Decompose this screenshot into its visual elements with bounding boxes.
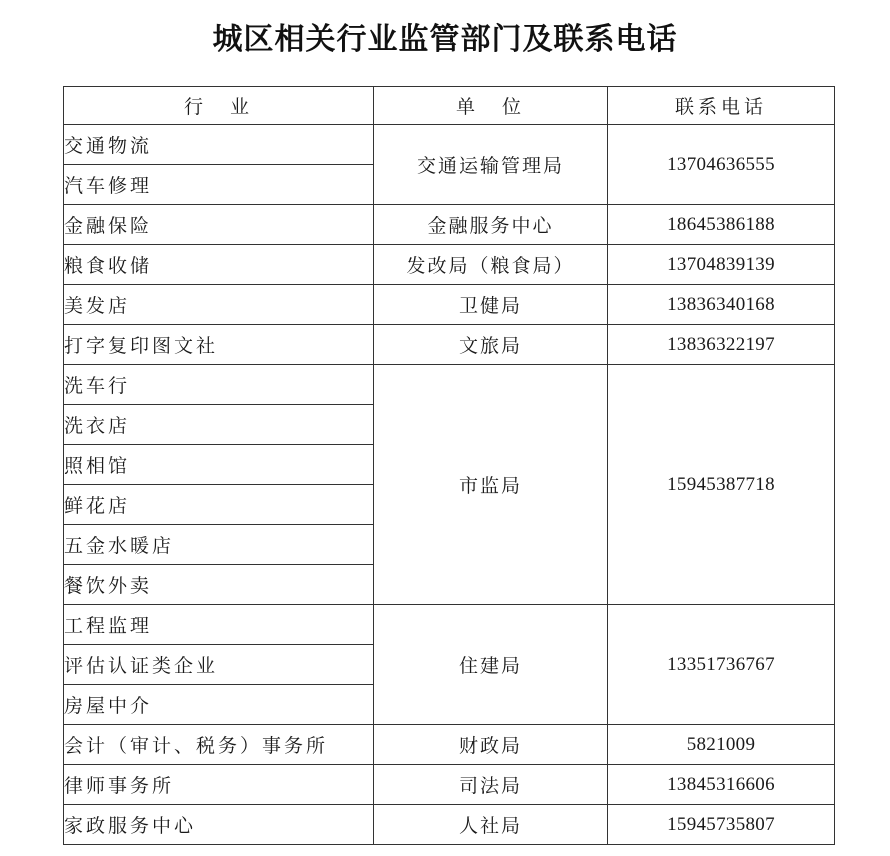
- contacts-table: [63, 86, 835, 845]
- table-row: [64, 725, 835, 765]
- industry-cell: 粮食收储: [64, 245, 374, 285]
- phone-cell: 13836340168: [608, 285, 835, 325]
- industry-cell: 工程监理: [64, 605, 374, 645]
- industry-cell: 洗衣店: [64, 405, 374, 445]
- industry-cell: 餐饮外卖: [64, 565, 374, 605]
- table-row: [64, 605, 835, 645]
- table-body: [64, 125, 835, 845]
- header-industry: 行 业: [64, 87, 374, 125]
- industry-cell: 评估认证类企业: [64, 645, 374, 685]
- unit-cell: 卫健局: [374, 285, 608, 325]
- unit-cell: 住建局: [374, 605, 608, 725]
- unit-cell: 财政局: [374, 725, 608, 765]
- phone-cell: 13845316606: [608, 765, 835, 805]
- industry-cell: 会计（审计、税务）事务所: [64, 725, 374, 765]
- table-row: [64, 125, 835, 165]
- industry-cell: 律师事务所: [64, 765, 374, 805]
- industry-cell: 汽车修理: [64, 165, 374, 205]
- industry-cell: 洗车行: [64, 365, 374, 405]
- phone-cell: 5821009: [608, 725, 835, 765]
- unit-cell: 文旅局: [374, 325, 608, 365]
- industry-cell: 家政服务中心: [64, 805, 374, 845]
- phone-cell: 15945387718: [608, 365, 835, 605]
- page-title: 城区相关行业监管部门及联系电话: [212, 22, 678, 57]
- header-phone: 联系电话: [608, 87, 835, 125]
- industry-cell: 美发店: [64, 285, 374, 325]
- unit-cell: 交通运输管理局: [374, 125, 608, 205]
- header-unit: 单 位: [374, 87, 608, 125]
- phone-cell: 15945735807: [608, 805, 835, 845]
- table-row: [64, 205, 835, 245]
- industry-cell: 交通物流: [64, 125, 374, 165]
- phone-cell: 13351736767: [608, 605, 835, 725]
- industry-cell: 金融保险: [64, 205, 374, 245]
- table-row: [64, 805, 835, 845]
- phone-cell: 18645386188: [608, 205, 835, 245]
- unit-cell: 发改局（粮食局）: [374, 245, 608, 285]
- phone-cell: 13704636555: [608, 125, 835, 205]
- table-row: [64, 325, 835, 365]
- unit-cell: 金融服务中心: [374, 205, 608, 245]
- table-row: [64, 765, 835, 805]
- header-row: [64, 87, 835, 125]
- table-row: [64, 245, 835, 285]
- industry-cell: 照相馆: [64, 445, 374, 485]
- industry-cell: 五金水暖店: [64, 525, 374, 565]
- industry-cell: 房屋中介: [64, 685, 374, 725]
- table-row: [64, 285, 835, 325]
- table-row: [64, 365, 835, 405]
- unit-cell: 市监局: [374, 365, 608, 605]
- industry-cell: 打字复印图文社: [64, 325, 374, 365]
- industry-cell: 鲜花店: [64, 485, 374, 525]
- phone-cell: 13704839139: [608, 245, 835, 285]
- unit-cell: 人社局: [374, 805, 608, 845]
- unit-cell: 司法局: [374, 765, 608, 805]
- phone-cell: 13836322197: [608, 325, 835, 365]
